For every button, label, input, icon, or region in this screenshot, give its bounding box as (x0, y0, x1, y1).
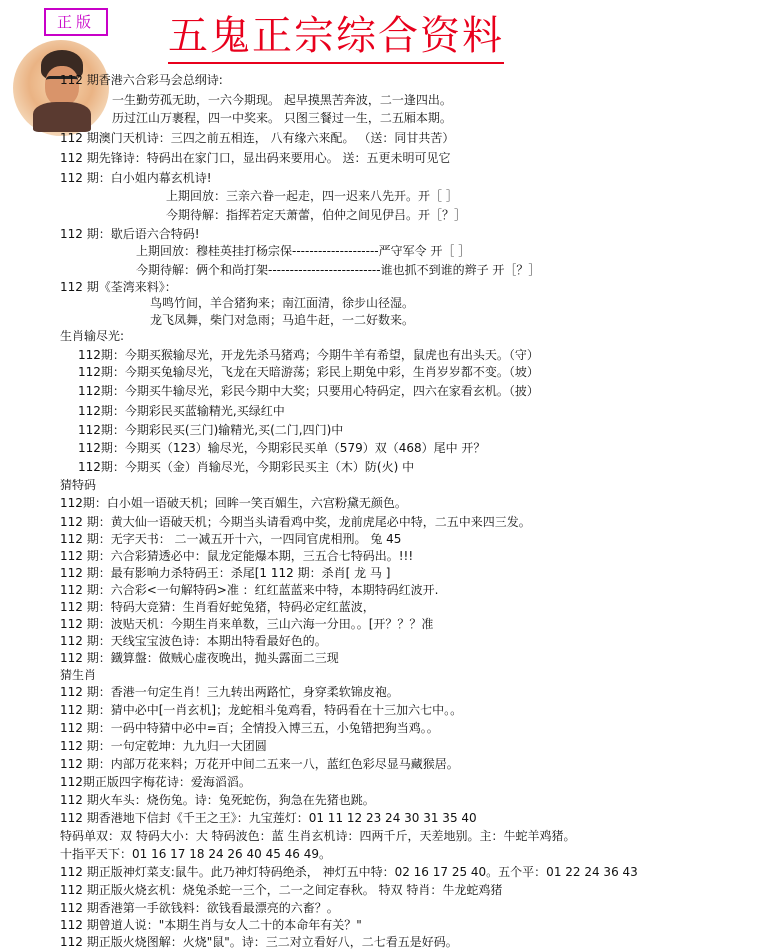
text-line: 112 期：香港一句定生肖！三九转出两路忙，身穿柔软锦皮袍。 (60, 685, 399, 699)
text-line: 112 期：一码中特猜中必中=百；全情投入博三五，小兔错把狗当鸡。。 (60, 721, 439, 735)
section-heading: 猜特码 (60, 478, 97, 492)
text-line: 112 期：无字天书： 二一减五开十六，一四同官虎相刑。 兔 45 (60, 532, 402, 546)
text-line: 112期：白小姐一语破天机；回眸一笑百媚生，六宫粉黛无颜色。 (60, 496, 407, 510)
text-line: 112 期香港六合彩马会总纲诗: (60, 73, 223, 87)
text-line: 112 期香港第一手欲钱料：欲钱看最漂亮的六畜？。 (60, 901, 339, 915)
text-line: 112期：今期买兔输尽光，飞龙在天暗游荡；彩民上期兔中彩，生肖岁岁都不变。（坡） (78, 365, 539, 379)
text-line: 112期：今期买猴输尽光，开龙先杀马猪鸡；今期牛羊有希望，鼠虎也有出头天。（守） (78, 348, 539, 362)
text-line: 112 期火车头：烧伤兔。诗：兔死蛇伤，狗急在先猪也跳。 (60, 793, 375, 807)
section-heading: 生肖输尽光: (60, 329, 125, 343)
text-line: 112 期：猜中必中[一肖玄机]；龙蛇相斗兔鸡看，特码看在十三加六七中。。 (60, 703, 463, 717)
section-heading: 猜生肖 (60, 668, 97, 682)
text-line: 112期正版四字梅花诗：爱海滔滔。 (60, 775, 251, 789)
text-line: 112 期：内部万花来料；万花开中间二五来一八，蓝红色彩尽显马藏猴居。 (60, 757, 459, 771)
text-line: 上期回放：穆桂英挂打杨宗保--------------------严守军令 开［ ］ (136, 244, 471, 258)
text-line: 112 期：一句定乾坤：九九归一大团圆 (60, 739, 267, 753)
text-line: 今期待解：俩个和尚打架--------------------------谁也抓不到谁的辫子 开［？］ (136, 263, 541, 277)
text-line: 112 期：特码大竞猜：生肖看好蛇兔猪，特码必定红蓝波， (60, 600, 375, 614)
text-line: 历过江山万裹程，四一中奖来。 只图三餐过一生，二五厢本期。 (112, 111, 452, 125)
text-line: 112期：今期买（123）输尽光，今期彩民买单（579）双（468）尾中 开？ (78, 441, 486, 455)
text-line: 112 期曾道人说："本期生肖与女人二十的本命年有关？" (60, 918, 362, 932)
text-line: 112 期：天线宝宝波色诗：本期出特看最好色的。 (60, 634, 327, 648)
text-line: 112 期正版火烧玄机：烧兔杀蛇一三个，二一之间定春秋。 特双 特肖：牛龙蛇鸡猪 (60, 883, 503, 897)
page-title: 五鬼正宗综合资料 (168, 12, 504, 64)
text-line: 十指平天下：01 16 17 18 24 26 40 45 46 49。 (60, 847, 332, 861)
text-line: 112 期：歇后语六合特码! (60, 227, 200, 241)
text-line: 112期：今期买牛输尽光，彩民今期中大奖；只要用心特码定，四六在家看玄机。（披） (78, 384, 539, 398)
text-line: 特码单双：双 特码大小：大 特码波色：蓝 生肖玄机诗：四两千斤，天差地别。主：牛蛇羊鸡猪。 (60, 829, 576, 843)
text-line: 112 期：鐡算盤：做贼心虚夜晚出，抛头露面二三现 (60, 651, 339, 665)
text-line: 上期回放：三亲六眷一起走，四一迟来八先开。开［ ］ (166, 189, 458, 203)
text-line: 112 期正版神灯菜支:鼠牛。此乃神灯特码绝杀， 神灯五中特：02 16 17 25 40。五个平：01 22 24 36 43 (60, 865, 638, 879)
authentic-badge: 正版 (44, 8, 108, 36)
text-line: 112 期：六合彩<一句解特码>准 ：红红蓝蓝来中特，本期特码红波开. (60, 583, 439, 597)
text-line: 112 期香港地下信封《千王之王》：九宝莲灯：01 11 12 23 24 30 31 35 40 (60, 811, 477, 825)
text-line: 112 期《荃湾来料》： (60, 280, 177, 294)
text-line: 112期：今期彩民买蓝输精光,买绿红中 (78, 404, 285, 418)
text-line: 112 期：黄大仙一语破天机；今期当头请看鸡中奖，龙前虎尾必中特，二五中来四三发。 (60, 515, 531, 529)
text-line: 112 期澳门天机诗：三四之前五相连， 八有缘六来配。 （送：同甘共苦） (60, 131, 455, 145)
text-line: 今期待解：指挥若定天萧蕾，伯仲之间见伊吕。开［？］ (166, 208, 467, 222)
author-avatar (13, 40, 109, 136)
text-line: 112 期：波贴天机：今期生肖来单数，三山六海一分田。。[开？？？准 (60, 617, 434, 631)
text-line: 112 期：六合彩猜透必中：鼠龙定能爆本期，三五合七特码出。!!! (60, 549, 414, 563)
text-line: 鸟鸣竹间，羊合猪狗来；南江面清，徐步山径湿。 (150, 296, 415, 310)
text-line: 112期：今期彩民买(三门)输精光,买(二门,四门)中 (78, 423, 344, 437)
text-line: 112 期：最有影响力杀特码王：杀尾[1 112 期：杀肖[ 龙 马 ] (60, 566, 391, 580)
text-line: 112 期正版火烧图解：火烧"鼠"。诗：三二对立看好八，二七看五是好码。 (60, 935, 458, 949)
text-line: 112 期：白小姐内幕玄机诗! (60, 171, 212, 185)
text-line: 一生勤劳孤无助，一六今期现。 起早摸黑苦奔波，二一逢四出。 (112, 93, 452, 107)
avatar-body (33, 102, 91, 132)
text-line: 龙飞凤舞，柴门对急雨；马追牛赶，一二好数来。 (150, 313, 415, 327)
text-line: 112期：今期买（金）肖输尽光，今期彩民买主（木）防(火) 中 (78, 460, 415, 474)
text-line: 112 期先锋诗：特码出在家门口，显出码来要用心。 送：五更未明可见它 (60, 151, 451, 165)
